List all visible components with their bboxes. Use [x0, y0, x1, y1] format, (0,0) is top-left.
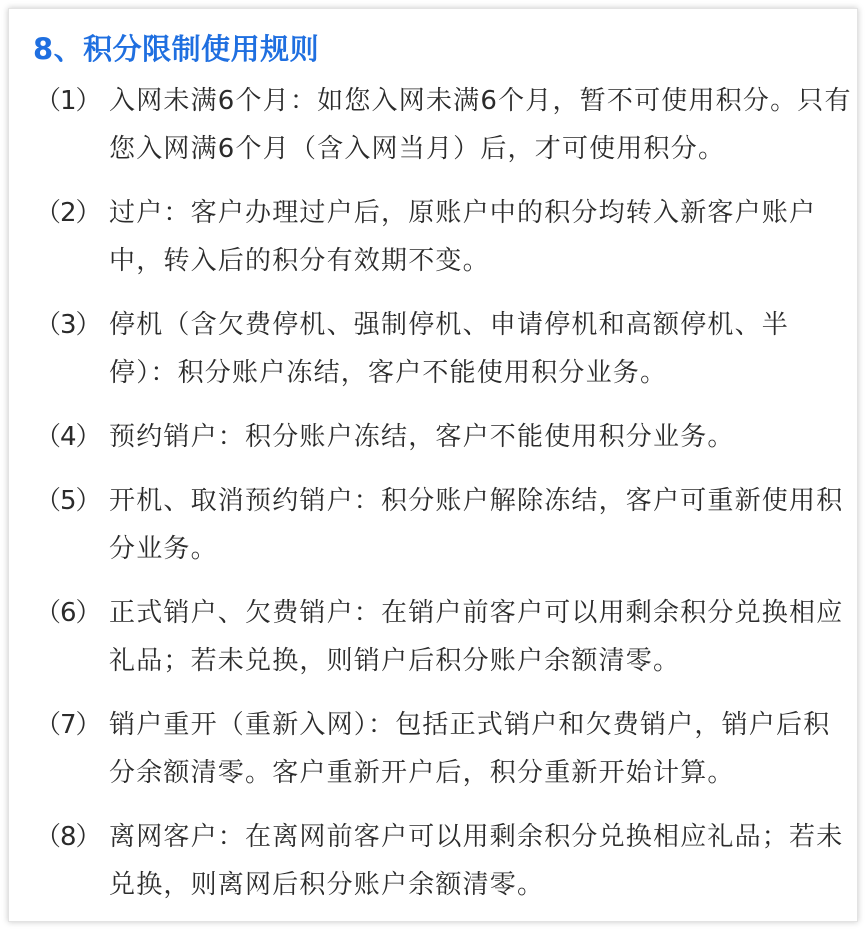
rule-number: （6） — [35, 598, 101, 628]
rules-list — [35, 77, 855, 925]
rule-text: 预约销户：积分账户冻结，客户不能使用积分业务。 — [109, 422, 735, 452]
rule-text: 过户：客户办理过户后，原账户中的积分均转入新客户账户中，转入后的积分有效期不变。 — [109, 198, 817, 276]
rule-item-5 — [35, 477, 855, 573]
rule-item-4 — [35, 413, 855, 461]
rule-number: （1） — [35, 86, 101, 116]
section-title: 8、积分限制使用规则 — [33, 32, 320, 66]
rule-number: （4） — [35, 422, 101, 452]
rule-item-7 — [35, 701, 855, 797]
rules-card — [8, 8, 858, 922]
rule-number: （8） — [35, 822, 101, 852]
rule-text: 开机、取消预约销户：积分账户解除冻结，客户可重新使用积分业务。 — [109, 486, 844, 564]
rule-text: 停机（含欠费停机、强制停机、申请停机和高额停机、半停）：积分账户冻结，客户不能使用积分业务。 — [109, 310, 790, 388]
rule-text: 离网客户：在离网前客户可以用剩余积分兑换相应礼品；若未兑换，则离网后积分账户余额清零。 — [109, 822, 844, 900]
rule-text: 入网未满6个月：如您入网未满6个月，暂不可使用积分。只有您入网满6个月（含入网当月）后，才可使用积分。 — [109, 86, 852, 164]
rule-number: （5） — [35, 486, 101, 516]
rule-item-8 — [35, 813, 855, 909]
rule-text: 销户重开（重新入网）：包括正式销户和欠费销户，销户后积分余额清零。客户重新开户后，积分重新开始计算。 — [109, 710, 831, 788]
rule-item-6 — [35, 589, 855, 685]
rule-item-3 — [35, 301, 855, 397]
rule-item-2 — [35, 189, 855, 285]
rule-item-1 — [35, 77, 855, 173]
rule-text: 正式销户、欠费销户：在销户前客户可以用剩余积分兑换相应礼品；若未兑换，则销户后积分账户余额清零。 — [109, 598, 844, 676]
rule-number: （3） — [35, 310, 101, 340]
rule-number: （7） — [35, 710, 101, 740]
rule-number: （2） — [35, 198, 101, 228]
